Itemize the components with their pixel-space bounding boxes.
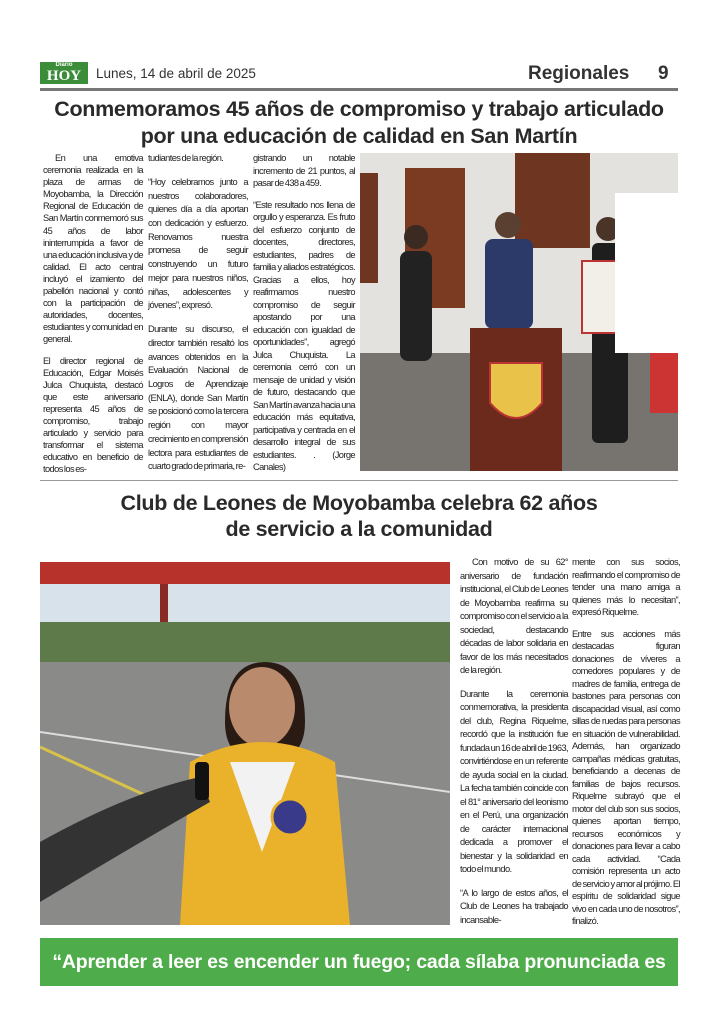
article1-column-1 xyxy=(43,152,143,476)
article2-headline xyxy=(40,490,678,542)
article1-column-2 xyxy=(148,152,248,474)
newspaper-logo xyxy=(40,62,88,84)
paragraph: Entre sus acciones más destacadas figuran donaciones de víveres a comedores populares y de madres de familia, entrega de bastones para personas con discapacidad visual, así como sillas de ruedas para personas en situación de vulnerabilidad. Además, han organizado campañas médicas gratuitas, beneficiando a decenas de familias de bajos recursos. Riquelme subrayó que el motor del club son sus socios, quienes aportan tiempo, recursos económicos y donaciones para llevar a cabo cada actividad. “Cada comisión representa un acto de servicio y amor al prójimo. El espíritu de solidaridad sigue vivo en cada uno de nosotros”, finalizó. xyxy=(572,628,680,927)
paragraph: mente con sus socios, reafirmando el compromiso de tender una mano amiga a quienes más lo necesitan”, expresó Riquelme. xyxy=(572,557,680,617)
paragraph: Con motivo de su 62° aniversario de fundación institucional, el Club de Leones de Moyobamba reafirma su compromiso con el servicio a la sociedad, destacando décadas de labor solidaria en favor de los más necesitados de la región. xyxy=(460,557,568,675)
article2-headline-line2: de servicio a la comunidad xyxy=(225,517,493,541)
page-number: 9 xyxy=(658,63,669,84)
logo-big: HOY xyxy=(46,68,82,84)
quote-banner: “Aprender a leer es encender un fuego; cada sílaba pronunciada es una chispa”. xyxy=(40,938,678,986)
paragraph: Durante la ceremonia conmemorativa, la presidenta del club, Regina Riquelme, recordó que la institución fue fundada un 16 de abril de 1963, convirtiéndose en un referente de ayuda social en la ciudad. La fecha también coincide con el 81° aniversario del leonismo en el Perú, una organización de carácter internacional dedicada a promover el bienestar y la solidaridad en todo el mundo. xyxy=(460,688,568,875)
article1-headline: Conmemoramos 45 años de compromiso y trabajo articulado por una educación de calidad en San Martín xyxy=(54,97,664,148)
article1-column-3 xyxy=(253,152,355,474)
article2-photo xyxy=(40,562,450,925)
section-name: Regionales xyxy=(528,63,630,84)
article2-headline-line1: Club de Leones de Moyobamba celebra 62 años xyxy=(120,491,598,515)
paragraph: Durante su discurso, el director también resaltó los avances obtenidos en la Evaluación Nacional de Logros de Aprendizaje (ENLA), donde San Martín se posicionó como la tercera región con mayor crecimiento en comprensión lectora para estudiantes de cuarto grado de primaria, re- xyxy=(148,324,248,472)
article1-photo xyxy=(360,153,678,471)
lions-club-photo-illustration xyxy=(40,562,450,925)
paragraph: tudiantes de la región. xyxy=(148,153,224,163)
article2-column-2 xyxy=(572,556,680,928)
paragraph: “A lo largo de estos años, el Club de Leones ha trabajado incansable- xyxy=(460,887,568,925)
article-divider xyxy=(40,480,678,481)
paragraph: gistrando un notable incremento de 21 puntos, al pasar de 438 a 459. xyxy=(253,153,355,188)
logo-small: Diario xyxy=(55,62,73,68)
paragraph: “Hoy celebramos junto a nuestros colaboradores, quienes día a día aportan con dedicación y esfuerzo. Renovamos nuestra promesa de seguir construyendo un futuro mejor para nuestros niños, niñas, adolescentes y jóvenes”, expresó. xyxy=(148,176,248,311)
paragraph: En una emotiva ceremonia realizada en la plaza de armas de Moyobamba, la Dirección Regional de Educación de San Martín conmemoró sus 45 años de labor ininterrumpida a favor de una educación inclusiva y de calidad. El acto central incluyó el izamiento del pabellón nacional y contó con la participación de autoridades, docentes, estudiantes y comunidad en general. xyxy=(43,153,143,345)
paragraph: “Este resultado nos llena de orgullo y esperanza. Es fruto del esfuerzo conjunto de docentes, directores, estudiantes, padres de familia y aliados estratégicos. Gracias a ellos, hoy reafirmamos nuestro compromiso de seguir apostando por una educación con igualdad de oportunidades”, agregó Julca Chuquista. La ceremonia cerró con un mensaje de unidad y visión de futuro, destacando que San Martín avanza hacia una educación más equitativa, participativa y centrada en el desarrollo integral de sus estudiantes. . (Jorge Canales) xyxy=(253,199,355,473)
paragraph: El director regional de Educación, Edgar Moisés Julca Chuquista, destacó que este aniversario representa 45 años de compromiso, trabajo articulado y servicio para transformar el sistema educativo en beneficio de todos los es- xyxy=(43,355,143,475)
article2-column-1 xyxy=(460,556,568,927)
header-rule xyxy=(40,88,678,91)
issue-date: Lunes, 14 de abril de 2025 xyxy=(96,66,256,81)
ceremony-photo-illustration xyxy=(360,153,678,471)
